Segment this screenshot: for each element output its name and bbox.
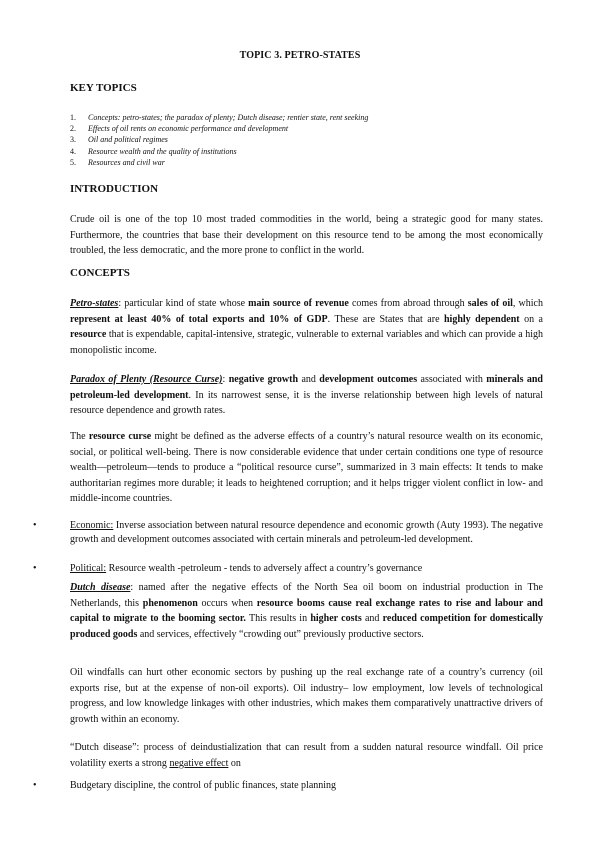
- petro-states-paragraph: [70, 296, 543, 358]
- text-run: and: [361, 613, 383, 625]
- key-topic-number: 3.: [70, 135, 76, 145]
- key-topic-text: Concepts: petro-states; the paradox of plenty; Dutch disease; rentier state, rent seeking: [88, 113, 369, 122]
- key-topic-item: [70, 157, 540, 168]
- term-petro-states: Petro-states: [70, 298, 119, 309]
- key-topic-text: Resource wealth and the quality of institutions: [88, 146, 237, 156]
- bold-run: highly dependent: [443, 313, 520, 325]
- key-topic-item: [70, 146, 540, 157]
- text-run: . These are States that are: [327, 313, 444, 325]
- bold-run: represent at least 40% of total exports and 10% of GDP: [70, 313, 328, 325]
- key-topic-text: Resources and civil war: [88, 157, 165, 167]
- bullet-text: Budgetary discipline, the control of public finances, state planning: [70, 780, 337, 791]
- term-paradox-of-plenty: Paradox of Plenty (Resource Curse): [70, 374, 223, 385]
- paradox-paragraph: [70, 372, 543, 419]
- text-run: The: [70, 431, 89, 442]
- oil-windfalls-paragraph: Oil windfalls can hurt other economic sectors by pushing up the real exchange rate of a country’s currency (oil exports rise, but at the expense of non-oil exports). Oil industry– low employment, low levels of technological progress, and low knowledge linkages with other industries, which makes them comparatively unattractive drivers of growth within an economy.: [70, 667, 543, 725]
- key-topic-text: Effects of oil rents on economic performance and development: [88, 124, 289, 134]
- text-run: associated with: [417, 374, 487, 385]
- bullet-label: Political:: [70, 563, 107, 574]
- text-run: occurs when: [197, 597, 257, 609]
- bold-run: resource booms cause real exchange rates to rise and labour and capital to migrate to the booming sector.: [70, 597, 543, 625]
- text-run: and: [298, 374, 320, 385]
- dutch-disease-paragraph: [70, 580, 543, 642]
- page-title: TOPIC 3. PETRO-STATES: [239, 50, 361, 61]
- text-run: : named after the negative effects of the North Sea oil boom on industrial production in The Netherlands, this: [70, 582, 543, 609]
- bold-run: reduced competition for domestically produced goods: [70, 613, 544, 640]
- bold-run: development outcomes: [319, 374, 418, 385]
- bullet-text: Resource wealth -petroleum - tends to adversely affect a country’s governance: [106, 563, 423, 574]
- introduction-heading: INTRODUCTION: [70, 183, 159, 195]
- text-run: , which: [512, 298, 543, 309]
- key-topics-heading: KEY TOPICS: [70, 82, 137, 94]
- text-run: and services, effectively “crowding out” previously productive sectors.: [137, 628, 424, 640]
- bold-run: resource curse: [88, 431, 152, 442]
- bullet-political: [33, 562, 543, 576]
- key-topics-list: [70, 112, 540, 168]
- introduction-paragraph: Crude oil is one of the top 10 most traded commodities in the world, being a strategic good for many states. Furthermore, the countries that base their development on this resource tend to be among the most economically troubled, the less democratic, and the more prone to conflict in the world.: [70, 214, 543, 257]
- text-run: . In its narrowest sense, it is the inverse relationship between high levels of natural resource dependence and growth rates.: [70, 389, 543, 417]
- bold-run: minerals and petroleum-led development: [70, 374, 543, 401]
- underlined-run: negative effect: [169, 757, 229, 769]
- key-topic-number: 5.: [70, 157, 76, 167]
- bullet-icon: •: [33, 520, 37, 531]
- key-topic-item: [70, 123, 540, 134]
- bullet-economic: [33, 519, 543, 547]
- dutch-disease-quote-paragraph: [70, 740, 543, 771]
- key-topic-number: 4.: [70, 146, 76, 156]
- term-dutch-disease: Dutch disease: [70, 582, 131, 593]
- bold-run: sales of oil: [467, 298, 513, 309]
- bold-run: higher costs: [310, 613, 362, 625]
- text-run: This results in: [245, 613, 311, 625]
- key-topic-item: [70, 112, 540, 123]
- bold-run: resource: [70, 329, 107, 341]
- text-run: might be defined as the adverse effects of a country’s natural resource wealth on its economic, social, or political well-being. There is now considerable evidence that under certain conditions one type of resource wealth—petroleum—tends to produce a “political resource curse”, summarized in 3 main effects: It tends to make authoritarian regimes more durable; it leads to heightened corruption; and it helps trigger violent conflict in low- and middle-income countries.: [70, 431, 544, 505]
- key-topic-number: 2.: [70, 124, 76, 134]
- key-topic-text: Oil and political regimes: [88, 135, 168, 145]
- bullet-budgetary: [33, 779, 543, 793]
- bold-run: phenomenon: [142, 597, 198, 609]
- concepts-heading: CONCEPTS: [70, 267, 130, 279]
- bold-run: negative growth: [228, 374, 299, 385]
- resource-curse-paragraph: [70, 429, 543, 507]
- text-run: on: [228, 757, 241, 769]
- text-run: : particular kind of state whose: [118, 298, 249, 309]
- bullet-icon: •: [33, 563, 37, 574]
- text-run: comes from abroad through: [348, 298, 468, 309]
- bold-run: main source of revenue: [248, 298, 349, 309]
- bullet-label: Economic:: [70, 520, 114, 531]
- key-topic-number: 1.: [70, 113, 76, 122]
- key-topic-item: [70, 134, 540, 145]
- bullet-text: Inverse association between natural resource dependence and economic growth (Auty 1993). The negative growth and development outcomes associated with certain minerals and petroleum-led development.: [70, 520, 543, 545]
- text-run: :: [222, 374, 229, 385]
- text-run: that is expendable, capital-intensive, strategic, vulnerable to external variables and which can provide a high monopolistic income.: [70, 329, 543, 356]
- text-run: on a: [519, 313, 543, 325]
- text-run: “Dutch disease”: process of deindustialization that can result from a sudden natural resource windfall. Oil price volatility exerts a strong: [70, 742, 543, 769]
- bullet-icon: •: [33, 780, 37, 791]
